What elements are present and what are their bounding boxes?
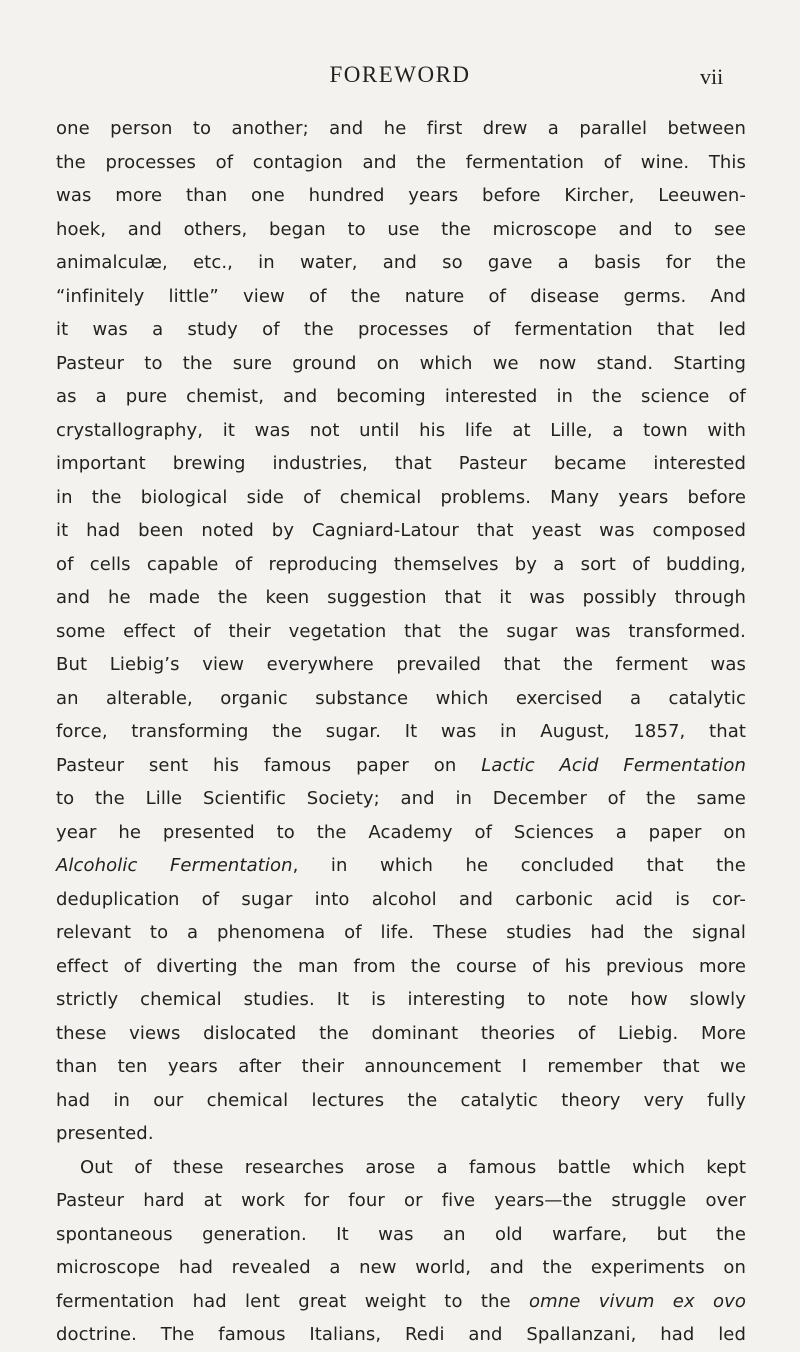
text-segment: strictly chemical studies. It is interesting to note how slowly	[56, 989, 746, 1010]
text-line	[56, 950, 746, 984]
text-line	[56, 682, 746, 716]
text-line	[56, 213, 746, 247]
page-number: vii	[700, 64, 724, 89]
text-segment: Pasteur to the sure ground on which we now stand. Starting	[56, 352, 746, 374]
text-line	[56, 1251, 746, 1285]
body-text	[56, 112, 746, 1352]
text-segment: Pasteur sent his famous paper on	[56, 754, 482, 776]
italic-text: omne vivum ex ovo	[529, 1290, 746, 1312]
text-segment: as a pure chemist, and becoming interested in the science of	[56, 386, 746, 407]
text-segment: some effect of their vegetation that the sugar was transformed.	[56, 620, 746, 642]
text-line	[56, 715, 746, 749]
text-line	[56, 246, 746, 280]
text-segment: Pasteur hard at work for four or five years—the struggle over	[56, 1190, 746, 1211]
text-line	[56, 414, 746, 448]
text-line	[56, 581, 746, 615]
text-line	[56, 648, 746, 682]
text-line	[56, 1285, 746, 1319]
text-line	[56, 916, 746, 950]
text-segment: , in which he concluded that the	[292, 855, 746, 876]
text-segment: doctrine. The famous Italians, Redi and Spallanzani, had led	[56, 1324, 746, 1345]
text-line	[56, 983, 746, 1017]
text-segment: the processes of contagion and the fermentation of wine. This	[56, 151, 746, 173]
text-segment: relevant to a phenomena of life. These studies had the signal	[56, 922, 746, 943]
text-line	[56, 347, 746, 381]
text-segment: microscope had revealed a new world, and the experiments on	[56, 1257, 746, 1278]
text-line	[56, 146, 746, 180]
text-segment: deduplication of sugar into alcohol and carbonic acid is cor-	[56, 888, 746, 910]
text-segment: it was a study of the processes of fermentation that led	[56, 319, 746, 340]
text-segment: than ten years after their announcement I remember that we	[56, 1056, 746, 1077]
italic-text: Lactic Acid Fermentation	[481, 754, 746, 776]
text-segment: But Liebig’s view everywhere prevailed that the ferment was	[56, 654, 746, 675]
text-segment: animalculæ, etc., in water, and so gave a basis for the	[56, 252, 746, 273]
text-line	[56, 816, 746, 850]
text-segment: force, transforming the sugar. It was in August, 1857, that	[56, 721, 746, 742]
text-line	[56, 548, 746, 582]
text-segment: an alterable, organic substance which exercised a catalytic	[56, 687, 746, 709]
text-segment: “infinitely little” view of the nature of disease germs. And	[56, 285, 746, 307]
running-head	[0, 62, 800, 96]
text-line	[56, 883, 746, 917]
text-line	[56, 1017, 746, 1051]
text-segment: crystallography, it was not until his life at Lille, a town with	[56, 419, 746, 441]
text-line	[56, 481, 746, 515]
text-line	[56, 1151, 746, 1185]
text-segment: year he presented to the Academy of Sciences a paper on	[56, 821, 746, 843]
text-line	[56, 1084, 746, 1118]
text-segment: it had been noted by Cagniard-Latour that yeast was composed	[56, 520, 746, 541]
text-segment: presented.	[56, 1123, 154, 1144]
text-line	[56, 179, 746, 213]
text-line	[56, 1184, 746, 1218]
text-line	[56, 514, 746, 548]
text-segment: Out of these researches arose a famous battle which kept	[80, 1156, 746, 1178]
text-line	[56, 1218, 746, 1252]
text-segment: fermentation had lent great weight to the	[56, 1290, 529, 1312]
text-segment: these views dislocated the dominant theories of Liebig. More	[56, 1022, 746, 1044]
text-line	[56, 447, 746, 481]
text-segment: of cells capable of reproducing themselves by a sort of budding,	[56, 553, 746, 575]
text-line	[56, 380, 746, 414]
text-segment: hoek, and others, began to use the microscope and to see	[56, 218, 746, 240]
text-segment: in the biological side of chemical problems. Many years before	[56, 486, 746, 508]
text-line	[56, 782, 746, 816]
text-line	[56, 313, 746, 347]
text-line	[56, 280, 746, 314]
text-segment: one person to another; and he first drew a parallel between	[56, 118, 746, 139]
text-line	[56, 1117, 746, 1151]
text-segment: and he made the keen suggestion that it was possibly through	[56, 587, 746, 608]
paragraph	[56, 112, 746, 1151]
italic-text: Alcoholic Fermentation	[56, 855, 293, 876]
paragraph	[56, 1151, 746, 1352]
text-line	[56, 112, 746, 146]
running-title: FOREWORD	[329, 62, 471, 87]
text-line	[56, 749, 746, 783]
text-line	[56, 615, 746, 649]
text-segment: effect of diverting the man from the course of his previous more	[56, 955, 746, 977]
text-line	[56, 849, 746, 883]
text-segment: was more than one hundred years before Kircher, Leeuwen-	[56, 185, 746, 206]
text-segment: important brewing industries, that Pasteur became interested	[56, 453, 746, 474]
text-line	[56, 1318, 746, 1352]
text-segment: spontaneous generation. It was an old warfare, but the	[56, 1223, 746, 1245]
text-line	[56, 1050, 746, 1084]
text-segment: to the Lille Scientific Society; and in December of the same	[56, 788, 746, 809]
text-segment: had in our chemical lectures the catalytic theory very fully	[56, 1089, 746, 1111]
